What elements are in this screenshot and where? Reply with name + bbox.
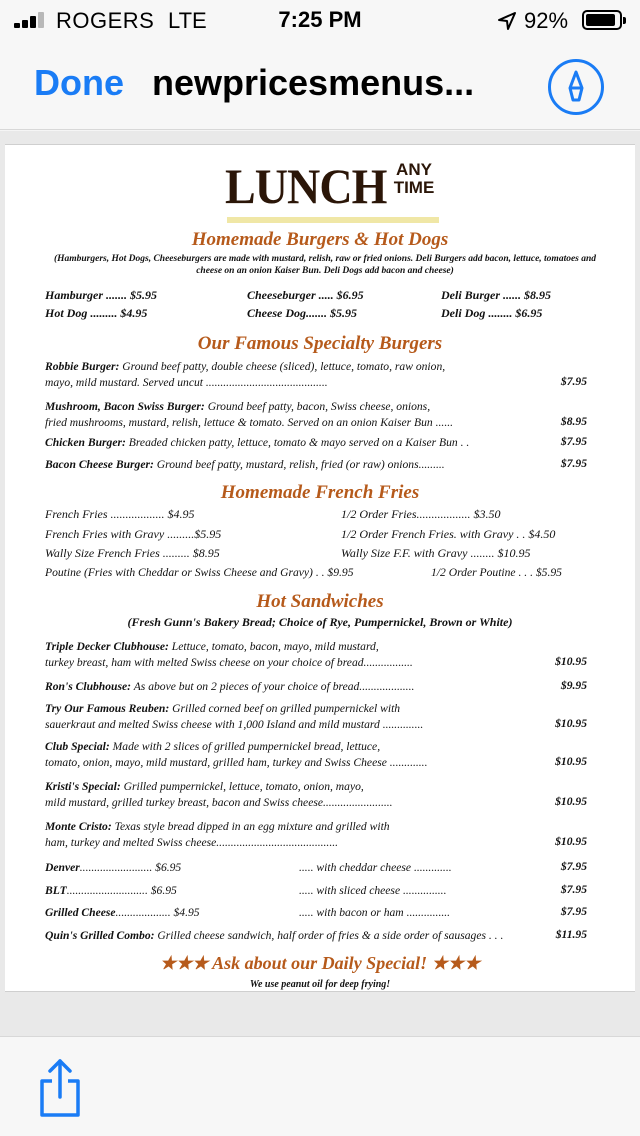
price-triple-decker: $10.95: [555, 655, 587, 668]
menu-item-chicken-burger: Chicken Burger: Breaded chicken patty, lettuce, tomato & mayo served on a Kaiser Bun . .: [45, 436, 470, 449]
document-viewer[interactable]: [0, 131, 640, 1036]
status-bar: [0, 0, 640, 40]
share-button[interactable]: [36, 1057, 84, 1119]
lunch-title: LUNCH: [225, 158, 387, 214]
section-title-burgers: Homemade Burgers & Hot Dogs: [191, 229, 449, 250]
menu-item-hot-dog: Hot Dog ......... $4.95: [45, 306, 148, 320]
status-time: 7:25 PM: [278, 7, 362, 32]
menu-item-club-special: Club Special: Made with 2 slices of grilled pumpernickel bread, lettuce, tomato, onion, mayo, mild mustard, grilled ham, turkey and Swiss Cheese .............: [45, 740, 428, 769]
price-chicken-burger: $7.95: [560, 435, 587, 448]
menu-item-hamburger: Hamburger ....... $5.95: [45, 288, 158, 302]
menu-item-reuben: Try Our Famous Reuben: Grilled corned beef on grilled pumpernickel with sauerkraut and melted Swiss cheese with 1,000 Island and mild mustard ..............: [45, 702, 424, 731]
network-type: LTE: [168, 8, 207, 33]
menu-item-mushroom-swiss-burger: Mushroom, Bacon Swiss Burger: Ground beef patty, bacon, Swiss cheese, onions, fried mushrooms, mustard, relish, lettuce & tomato. Served on an onion Kaiser Bun ......: [45, 400, 454, 429]
daily-special-banner: ★★★ Ask about our Daily Special! ★★★: [159, 953, 481, 973]
menu-page: [5, 144, 635, 992]
menu-item-denver-cheese: ..... with cheddar cheese .............: [299, 861, 452, 874]
any-time-label: [391, 161, 437, 197]
any-label: ANY: [396, 160, 432, 179]
menu-item-denver: Denver......................... $6.95: [45, 861, 182, 874]
menu-item-wally-fries: Wally Size French Fries ......... $8.95: [45, 546, 220, 560]
sandwiches-subtitle: (Fresh Gunn's Bakery Bread; Choice of Rye, Pumpernickel, Brown or White): [127, 615, 513, 629]
price-robbie-burger: $7.95: [560, 375, 587, 388]
markup-pen-icon: [551, 62, 601, 112]
price-reuben: $10.95: [555, 717, 587, 730]
menu-item-triple-decker: Triple Decker Clubhouse: Lettuce, tomato, bacon, mayo, mild mustard, turkey breast, ham with melted Swiss cheese on your choice of bread.................: [45, 640, 413, 669]
menu-item-blt: BLT............................ $6.95: [45, 884, 177, 897]
price-monte-cristo: $10.95: [555, 835, 587, 848]
menu-item-half-fries: 1/2 Order Fries.................. $3.50: [341, 507, 501, 521]
price-denver-cheese: $7.95: [560, 860, 587, 873]
location-arrow-icon: [496, 10, 518, 32]
done-button[interactable]: Done: [34, 62, 124, 103]
menu-item-half-poutine: 1/2 Order Poutine . . . $5.95: [431, 566, 562, 579]
menu-item-fries-gravy: French Fries with Gravy .........$5.95: [45, 527, 222, 541]
share-icon: [36, 1057, 84, 1119]
price-blt-cheese: $7.95: [560, 883, 587, 896]
bottom-toolbar: [0, 1036, 640, 1136]
time-label: TIME: [393, 178, 435, 197]
battery-percent: 92%: [524, 8, 569, 33]
menu-item-kristis-special: Kristi's Special: Grilled pumpernickel, lettuce, tomato, onion, mayo, mild mustard, grilled turkey breast, bacon and Swiss cheese........................: [45, 780, 393, 809]
menu-item-robbie-burger: Robbie Burger: Ground beef patty, double cheese (sliced), lettuce, tomato, raw onion, mayo, mild mustard. Served uncut ..........................................: [45, 360, 446, 389]
carrier-name: ROGERS: [56, 8, 155, 33]
nav-bar: [0, 40, 640, 130]
menu-item-rons-clubhouse: Ron's Clubhouse: As above but on 2 pieces of your choice of bread...................: [45, 680, 415, 693]
menu-item-grilled-cheese: Grilled Cheese................... $4.95: [45, 906, 200, 919]
section-title-specialty: Our Famous Specialty Burgers: [197, 333, 443, 354]
section-title-sandwiches: Hot Sandwiches: [256, 591, 384, 612]
price-quins-combo: $11.95: [555, 928, 587, 941]
menu-item-wally-fries-gravy: Wally Size F.F. with Gravy ........ $10.95: [341, 546, 531, 560]
document-title: newpricesmenus...: [152, 62, 475, 103]
price-grilled-cheese-bacon: $7.95: [560, 905, 587, 918]
menu-item-cheese-dog: Cheese Dog....... $5.95: [247, 306, 357, 320]
menu-item-bacon-cheese-burger: Bacon Cheese Burger: Ground beef patty, mustard, relish, fried (or raw) onions.........: [45, 458, 445, 471]
price-kristis-special: $10.95: [555, 795, 587, 808]
price-bacon-cheese-burger: $7.95: [560, 457, 587, 470]
menu-item-deli-dog: Deli Dog ........ $6.95: [441, 306, 543, 320]
markup-button[interactable]: [548, 59, 604, 115]
heading-underline: [227, 217, 439, 223]
menu-item-french-fries: French Fries .................. $4.95: [45, 507, 195, 521]
section-title-fries: Homemade French Fries: [220, 482, 420, 503]
price-mushroom-swiss-burger: $8.95: [560, 415, 587, 428]
menu-item-monte-cristo: Monte Cristo: Texas style bread dipped in an egg mixture and grilled with ham, turkey and melted Swiss cheese..........................................: [45, 820, 390, 849]
battery-fill: [586, 14, 615, 26]
menu-item-grilled-cheese-bacon: ..... with bacon or ham ...............: [299, 906, 451, 919]
menu-item-poutine: Poutine (Fries with Cheddar or Swiss Cheese and Gravy) . . $9.95: [45, 566, 354, 579]
burgers-note: (Hamburgers, Hot Dogs, Cheeseburgers are made with mustard, relish, raw or fried onions. Deli Burgers add bacon, lettuce, tomatoes and cheese on an onion Kaiser Bun. Deli Dogs add bacon and cheese): [53, 254, 597, 276]
menu-item-cheeseburger: Cheeseburger ..... $6.95: [247, 288, 364, 302]
menu-item-half-fries-gravy: 1/2 Order French Fries. with Gravy . . $4.50: [341, 527, 556, 541]
menu-heading: [225, 159, 441, 221]
menu-item-deli-burger: Deli Burger ...... $8.95: [441, 288, 552, 302]
price-club-special: $10.95: [555, 755, 587, 768]
price-rons-clubhouse: $9.95: [560, 679, 587, 692]
battery-icon: [582, 10, 622, 30]
menu-item-quins-combo: Quin's Grilled Combo: Grilled cheese sandwich, half order of fries & a side order of sausages . . .: [45, 929, 504, 942]
peanut-oil-note: We use peanut oil for deep frying!: [249, 979, 391, 990]
menu-item-blt-cheese: ..... with sliced cheese ...............: [299, 884, 447, 897]
